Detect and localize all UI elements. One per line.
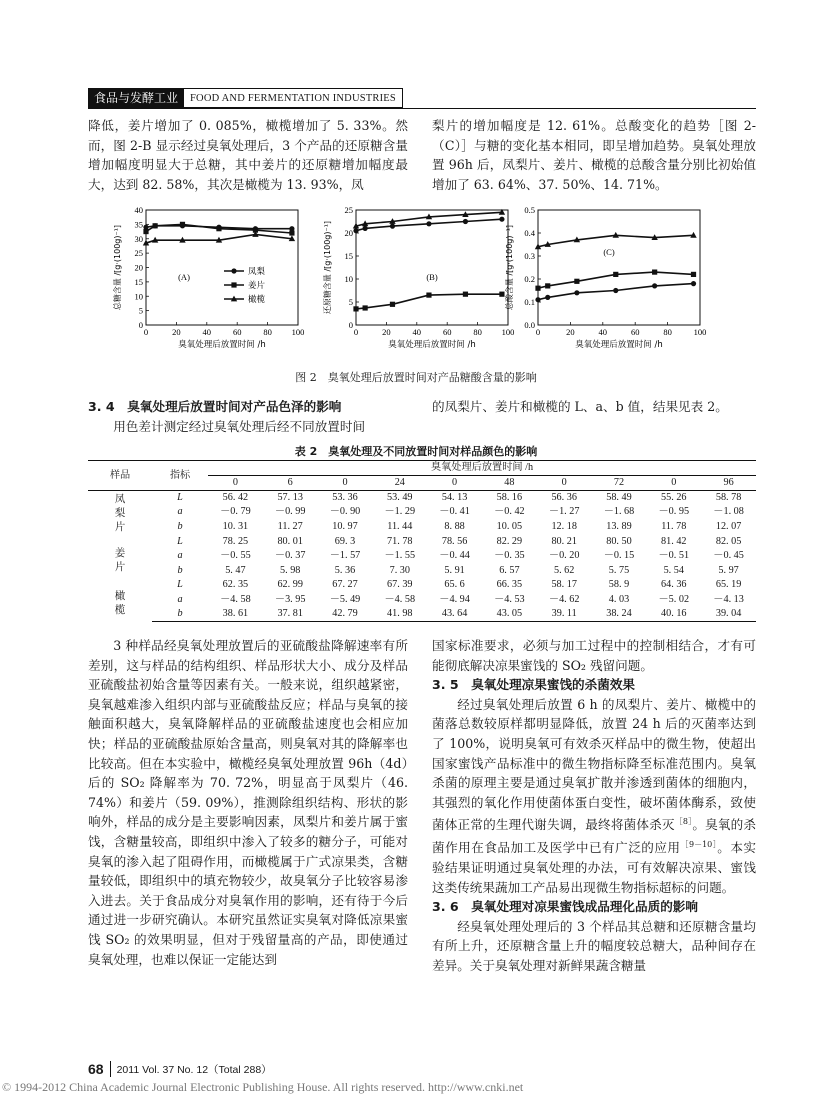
data-point — [390, 302, 395, 307]
value-cell: 42. 79 — [318, 607, 373, 622]
x-tick-label: 40 — [412, 327, 422, 337]
value-cell: 66. 35 — [496, 579, 523, 591]
value-cell: 67. 39 — [387, 579, 413, 591]
data-point — [363, 305, 368, 310]
value-cell: 58. 17 — [551, 579, 577, 591]
sec34-right — [432, 397, 756, 417]
value-cell: 65. 6 — [444, 579, 465, 591]
value-cell: －0. 51 — [658, 550, 690, 562]
value-cell: －4. 94 — [439, 593, 470, 605]
table-row — [88, 549, 756, 564]
sample-name-char: 片 — [114, 520, 126, 533]
chart-panel-2 — [322, 205, 514, 350]
value-cell: 62. 35 — [222, 579, 249, 591]
x-tick-label: 80 — [473, 327, 482, 337]
data-point — [691, 272, 696, 277]
value-cell: 12. 07 — [715, 520, 742, 532]
value-cell: －3. 95 — [274, 593, 306, 605]
journal-title-cn: 食品与发酵工业 — [88, 88, 184, 108]
value-cell: 54. 13 — [441, 492, 468, 504]
value-cell: －0. 99 — [274, 506, 306, 518]
value-cell: 10. 05 — [496, 520, 523, 532]
value-cell: －0. 35 — [494, 550, 525, 562]
x-axis-label: 臭氧处理后放置时间 /h — [178, 340, 266, 350]
table-row — [88, 520, 756, 535]
y-tick-label: 0.2 — [524, 274, 535, 284]
value-cell: 39. 04 — [701, 607, 756, 622]
index-cell: b — [177, 564, 183, 576]
value-cell: －1. 68 — [603, 506, 635, 518]
y-tick-label: 20 — [134, 262, 143, 273]
data-point — [426, 221, 431, 226]
index-cell: L — [177, 492, 183, 504]
panel-label: (B) — [426, 272, 438, 282]
x-tick-label: 20 — [172, 327, 181, 337]
data-point — [180, 222, 185, 227]
sample-name-char: 片 — [114, 560, 126, 573]
y-tick-label: 40 — [134, 205, 143, 215]
issue-info: 2011 Vol. 37 No. 12（Total 288） — [116, 1063, 272, 1076]
y-tick-label: 25 — [344, 205, 353, 215]
x-tick-label: 0 — [353, 327, 359, 337]
time-header: 6 — [263, 476, 318, 491]
legend-label: 姜片 — [248, 281, 266, 291]
table-row — [88, 505, 756, 520]
legend-marker — [231, 282, 236, 287]
page-number: 68 — [88, 1061, 111, 1077]
x-tick-label: 80 — [663, 327, 672, 337]
time-header: 0 — [208, 476, 263, 491]
value-cell: 13. 89 — [606, 520, 632, 532]
value-cell: 4. 03 — [608, 593, 630, 605]
table-row — [88, 578, 756, 593]
header-rule — [88, 108, 756, 109]
y-tick-label: 10 — [134, 291, 143, 302]
value-cell: 5. 62 — [553, 564, 575, 576]
panel-label: (C) — [603, 247, 615, 257]
paragraph: 降低，姜片增加了 0. 085%，橄榄增加了 5. 33%。然而，图 2-B 显示经过臭氧处理后，3 个产品的还原糖含量增加幅度明显大于总糖，其中姜片的还原糖增加幅度最大，达到 82. 58%，其次是橄榄为 13. 93%，凤 — [88, 118, 408, 192]
y-tick-label: 0 — [138, 320, 143, 330]
value-cell: 5. 98 — [280, 564, 301, 576]
value-cell: 78. 25 — [222, 535, 249, 547]
y-tick-label: 5 — [348, 297, 353, 307]
x-axis-label: 臭氧处理后放置时间 /h — [575, 340, 663, 350]
x-tick-label: 100 — [693, 327, 707, 337]
value-cell: －4. 62 — [548, 593, 580, 605]
value-cell: 55. 26 — [661, 492, 687, 504]
legend-label: 橄榄 — [248, 295, 266, 305]
left-column — [88, 636, 408, 969]
value-cell: －1. 08 — [713, 506, 744, 518]
x-tick-label: 80 — [263, 327, 272, 337]
legend-label: 凤梨 — [248, 267, 266, 277]
data-point — [463, 292, 468, 297]
data-point — [363, 226, 368, 231]
data-point — [143, 229, 148, 234]
value-cell: －0. 55 — [220, 550, 251, 562]
value-cell: 80. 01 — [277, 535, 303, 547]
paragraph: 的凤梨片、姜片和橄榄的 L、a、b 值，结果见表 2。 — [432, 399, 728, 414]
data-point — [390, 224, 395, 229]
value-cell: 58. 49 — [606, 492, 632, 504]
sample-name-char: 姜 — [114, 546, 126, 559]
top-left-text — [88, 116, 408, 194]
value-cell: 80. 21 — [551, 535, 577, 547]
x-tick-label: 20 — [566, 327, 575, 337]
x-tick-label: 0 — [535, 327, 541, 337]
value-cell: －0. 44 — [439, 550, 470, 562]
table-row — [88, 491, 756, 506]
table-row — [88, 534, 756, 549]
value-cell: 58. 16 — [496, 492, 523, 504]
time-header: 24 — [372, 476, 427, 491]
paragraph: 国家标准要求，必须与加工过程中的控制相结合，才有可能彻底解决凉果蜜饯的 SO₂ 残留问题。 — [432, 638, 756, 673]
data-point — [545, 295, 550, 300]
data-point — [535, 286, 540, 291]
value-cell: 5. 91 — [444, 564, 465, 576]
sec34-left — [88, 397, 418, 436]
index-cell: L — [177, 579, 183, 591]
value-cell: 5. 36 — [334, 564, 356, 576]
value-cell: 41. 98 — [372, 607, 427, 622]
value-cell: 67. 27 — [332, 579, 358, 591]
value-cell: 6. 57 — [499, 564, 520, 576]
value-cell: －4. 53 — [494, 593, 525, 605]
value-cell: －0. 37 — [274, 550, 306, 562]
value-cell: 5. 97 — [718, 564, 739, 576]
panel-label: (A) — [178, 272, 190, 282]
col-header-group: 臭氧处理后放置时间 /h — [208, 461, 756, 476]
sample-name — [88, 578, 152, 622]
journal-title-en: FOOD AND FERMENTATION INDUSTRIES — [184, 88, 403, 108]
time-header: 0 — [427, 476, 482, 491]
data-point — [691, 281, 696, 286]
data-point — [499, 217, 504, 222]
y-tick-label: 0.0 — [524, 320, 535, 330]
legend-marker — [231, 268, 236, 273]
y-tick-label: 0 — [348, 320, 353, 330]
text: 。本实验结果证明通过臭氧处理的办法，可有效解决凉果、蜜饯这类传统果蔬加工产品易出现微生物指标超标的问题。 — [432, 840, 757, 895]
y-tick-label: 0.4 — [524, 228, 535, 238]
value-cell: 7. 30 — [389, 564, 410, 576]
data-point — [545, 283, 550, 288]
paragraph: 用色差计测定经过臭氧处理后经不同放置时间 — [113, 418, 366, 434]
y-tick-label: 0.3 — [524, 251, 535, 261]
data-point — [535, 297, 540, 302]
chart-legend — [224, 266, 266, 305]
y-tick-label: 20 — [344, 228, 353, 238]
x-tick-label: 40 — [202, 327, 212, 337]
index-cell: b — [177, 520, 183, 532]
time-header: 96 — [701, 476, 756, 491]
value-cell: 65. 19 — [715, 579, 742, 591]
table-row — [88, 563, 756, 578]
value-cell: 53. 36 — [332, 492, 358, 504]
value-cell: 71. 78 — [387, 535, 413, 547]
value-cell: 11. 27 — [277, 520, 303, 532]
value-cell: 82. 29 — [496, 535, 523, 547]
sample-name-char: 橄 — [114, 590, 126, 603]
value-cell: 80. 50 — [606, 535, 632, 547]
chart-panel-3 — [501, 205, 707, 350]
journal-header — [88, 88, 403, 108]
y-tick-label: 15 — [134, 276, 143, 287]
y-tick-label: 30 — [134, 233, 143, 244]
data-point — [613, 288, 618, 293]
value-cell: 38. 61 — [208, 607, 263, 622]
value-cell: －1. 27 — [548, 506, 580, 518]
value-cell: －1. 57 — [329, 550, 361, 562]
index-cell: a — [177, 593, 183, 605]
text: 。臭氧的杀菌作用在食品加工及医学中已有广泛的应用 — [432, 817, 757, 856]
value-cell: 11. 44 — [387, 520, 413, 532]
value-cell: 64. 36 — [661, 579, 687, 591]
text: 经过臭氧处理后放置 6 h 的凤梨片、姜片、橄榄中的菌落总数较原样都明显降低，放置 24 h 后的灭菌率达到了 100%，说明臭氧可有效杀灭样品中的微生物，使超出国家蜜饯产品标准中的微生物指标降至标准范围内。臭氧杀菌的原理主要是通过臭氧扩散并渗透到菌体的细胞内，其强烈的氧化作用使菌体蛋白变性，破坏菌体酶系，致使菌体正常的生理代谢失调，最终将菌体杀灭 — [432, 696, 756, 833]
top-right-text — [432, 116, 756, 194]
value-cell: 58. 9 — [608, 579, 630, 591]
paragraph: 梨片的增加幅度是 12. 61%。总酸变化的趋势［图 2-（C）］与糖的变化基本相同，即呈增加趋势。臭氧处理放置 96h 后，凤梨片、姜片、橄榄的总酸含量分别比初始值增加了 63. 64%、37. 50%、14. 71%。 — [432, 118, 756, 192]
copyright-line: © 1994-2012 China Academic Journal Electronic Publishing House. All rights reserved. http://www.cnki.net — [2, 1080, 524, 1094]
value-cell: 12. 18 — [551, 520, 577, 532]
y-tick-label: 10 — [344, 274, 353, 284]
data-point — [652, 270, 657, 275]
y-tick-label: 35 — [134, 219, 143, 230]
x-tick-label: 0 — [143, 327, 149, 337]
x-tick-label: 60 — [630, 327, 640, 337]
value-cell: －0. 95 — [658, 506, 690, 518]
data-point — [216, 226, 221, 231]
index-cell: b — [152, 607, 208, 622]
value-cell: 10. 97 — [332, 520, 358, 532]
sample-name-char: 榄 — [114, 604, 126, 617]
plot-frame — [538, 210, 700, 325]
page-footer — [88, 1061, 272, 1077]
data-point — [153, 223, 158, 228]
x-tick-label: 40 — [598, 327, 608, 337]
time-header: 0 — [537, 476, 592, 491]
value-cell: 5. 54 — [663, 564, 684, 576]
value-cell: －0. 20 — [548, 550, 580, 562]
value-cell: －0. 15 — [603, 550, 635, 562]
data-point — [353, 306, 358, 311]
value-cell: 8. 88 — [444, 520, 465, 532]
data-point — [574, 279, 579, 284]
data-point — [574, 290, 579, 295]
value-cell: 43. 64 — [427, 607, 482, 622]
data-point — [426, 293, 431, 298]
value-cell: 39. 11 — [537, 607, 592, 622]
value-cell: 57. 13 — [277, 492, 303, 504]
value-cell: 40. 16 — [646, 607, 701, 622]
figure-caption: 图 2 臭氧处理后放置时间对产品糖酸含量的影响 — [295, 371, 537, 384]
value-cell: －5. 49 — [329, 593, 361, 605]
time-header: 72 — [592, 476, 647, 491]
citation: ［8］ — [674, 817, 693, 827]
data-point — [652, 283, 657, 288]
value-cell: 56. 42 — [222, 492, 249, 504]
value-cell: －1. 55 — [384, 550, 416, 562]
value-cell: 62. 99 — [277, 579, 303, 591]
value-cell: －0. 90 — [329, 506, 361, 518]
y-tick-label: 25 — [134, 248, 143, 259]
y-axis-label: 还原糖含量 /[g·(100g)⁻¹] — [323, 220, 332, 315]
sample-name-char: 梨 — [114, 506, 126, 519]
y-axis-label: 总酸含量 /[g·(100g)⁻¹] — [505, 224, 514, 311]
x-axis-label: 臭氧处理后放置时间 /h — [388, 340, 476, 350]
right-column — [432, 636, 756, 975]
value-cell: 69. 3 — [334, 535, 356, 547]
data-point — [499, 292, 504, 297]
value-cell: 5. 75 — [608, 564, 630, 576]
value-cell: 53. 49 — [387, 492, 413, 504]
paragraph: 经臭氧处理处理后的 3 个样品其总糖和还原糖含量均有所上升，还原糖含量上升的幅度较总糖大，品种间存在差异。关于臭氧处理对新鲜果蔬含糖量 — [432, 918, 756, 973]
y-tick-label: 15 — [344, 251, 353, 261]
value-cell: 38. 24 — [592, 607, 647, 622]
value-cell: －0. 79 — [220, 506, 251, 518]
value-cell: －0. 42 — [494, 506, 525, 518]
value-cell: －1. 29 — [384, 506, 416, 518]
section-heading: 3. 5 臭氧处理凉果蜜饯的杀菌效果 — [432, 677, 636, 693]
time-header: 48 — [482, 476, 537, 491]
value-cell: 82. 05 — [715, 535, 742, 547]
index-cell: L — [177, 535, 183, 547]
x-tick-label: 100 — [291, 327, 305, 337]
value-cell: －0. 45 — [713, 550, 744, 562]
figure-2-charts — [90, 205, 750, 360]
col-header-sample: 样品 — [88, 461, 152, 491]
paragraph: 3 种样品经臭氧处理放置后的亚硫酸盐降解速率有所差别，这与样品的结构组织、样品形状大小、成分及样品亚硫酸盐初始含量等因素有关。一般来说，组织越紧密，臭氧越难渗入组织内部与亚硫酸盐反应；样品与臭氧的接触面积越大，臭氧降解样品的亚硫酸盐速度也会相应加快；样品的亚硫酸盐原始含量高，则臭氧对其的降解率也比较高。但在本实验中，橄榄经臭氧处理放置 96h（4d）后的 SO₂ 降解率为 70. 72%，明显高于凤梨片（46. 74%）和姜片（59. 09%），推测除组织结构、形状的影响外，样品的成分是主要影响因素，凤梨片和姜片属于蜜饯，含糖量较高，即组织中渗入了较多的糖分子，可能对臭氧的渗入起了阻碍作用，而橄榄属于广式凉果类，含糖量较低，即组织中的填充物较少，故臭氧分子比较容易渗入进去。关于食品成分对臭氧作用的影响，还有待于今后通过进一步研究确认。本研究虽然证实臭氧对降低凉果蜜饯 SO₂ 的效果明显，但对于残留量高的产品，即使通过臭氧处理，也难以保证一定能达到 — [88, 638, 408, 967]
y-axis-label: 总糖含量 /[g·(100g)⁻¹] — [113, 224, 122, 311]
x-tick-label: 100 — [501, 327, 515, 337]
value-cell: 37. 81 — [263, 607, 318, 622]
value-cell: 10. 31 — [222, 520, 249, 532]
col-header-index: 指标 — [152, 461, 208, 491]
sample-name — [88, 534, 152, 578]
time-header: 0 — [646, 476, 701, 491]
value-cell: 78. 56 — [441, 535, 468, 547]
paragraph — [432, 695, 756, 897]
value-cell: 56. 36 — [551, 492, 577, 504]
value-cell: －5. 02 — [658, 593, 690, 605]
citation: ［9－10］ — [680, 840, 718, 850]
chart-panel-1 — [112, 205, 304, 350]
index-cell: a — [177, 550, 183, 562]
value-cell: －4. 58 — [220, 593, 251, 605]
data-point — [289, 230, 294, 235]
data-point — [613, 272, 618, 277]
x-tick-label: 20 — [382, 327, 391, 337]
value-cell: －0. 41 — [439, 506, 470, 518]
table-caption: 表 2 臭氧处理及不同放置时间对样品颜色的影响 — [294, 445, 538, 458]
data-point — [463, 219, 468, 224]
value-cell: 5. 47 — [225, 564, 246, 576]
table-2 — [88, 460, 756, 622]
x-tick-label: 60 — [442, 327, 452, 337]
y-tick-label: 0.5 — [524, 205, 535, 215]
value-cell: 43. 05 — [482, 607, 537, 622]
value-cell: 58. 78 — [715, 492, 742, 504]
value-cell: 11. 78 — [661, 520, 687, 532]
value-cell: －4. 13 — [713, 593, 744, 605]
value-cell: 81. 42 — [661, 535, 687, 547]
value-cell: －4. 58 — [384, 593, 416, 605]
section-heading: 3. 6 臭氧处理对凉果蜜饯成品理化品质的影响 — [432, 899, 698, 915]
y-tick-label: 0.1 — [524, 297, 535, 307]
data-point — [353, 228, 358, 233]
x-tick-label: 60 — [232, 327, 242, 337]
section-heading: 3. 4 臭氧处理后放置时间对产品色泽的影响 — [88, 399, 342, 414]
sample-name — [88, 491, 152, 535]
table-row — [88, 593, 756, 608]
table-row — [88, 607, 756, 622]
index-cell: a — [177, 506, 183, 518]
y-tick-label: 5 — [138, 305, 143, 316]
time-header: 0 — [318, 476, 373, 491]
sample-name-char: 凤 — [114, 492, 126, 505]
